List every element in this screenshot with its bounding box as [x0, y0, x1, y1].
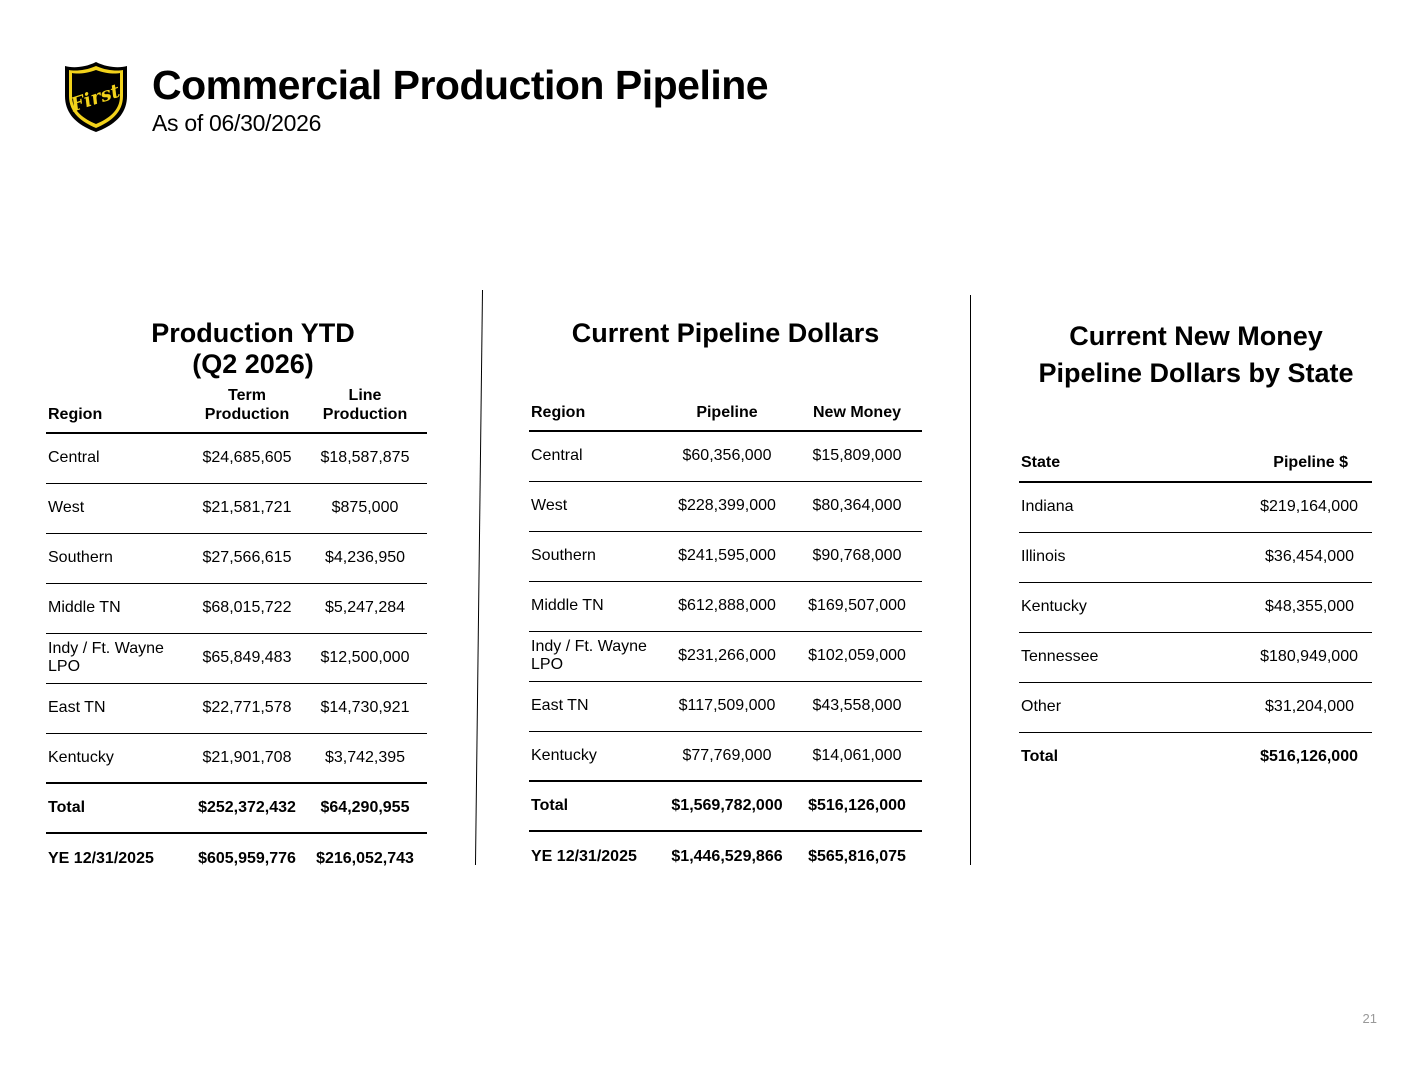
state-table: [1019, 434, 1372, 782]
table-row: [46, 683, 427, 733]
production-title: [48, 318, 458, 379]
page-subtitle: As of 06/30/2026: [152, 110, 322, 136]
table-row: [529, 681, 922, 731]
ye-term: $605,959,776: [198, 849, 296, 867]
col-region: Region: [46, 385, 191, 433]
region-cell: West: [529, 481, 662, 531]
pipeline-cell: $48,355,000: [1229, 582, 1372, 632]
table-row: [46, 583, 427, 633]
production-title-line2: (Q2 2026): [192, 348, 314, 379]
line-cell: $18,587,875: [303, 433, 427, 483]
region-cell: West: [46, 483, 191, 533]
state-cell: Indiana: [1019, 482, 1229, 532]
region-cell: [46, 633, 191, 683]
new-money-cell: $80,364,000: [792, 481, 922, 531]
table-row: [1019, 682, 1372, 732]
term-cell: $65,849,483: [191, 633, 303, 683]
ye-row: [46, 833, 427, 883]
col-pipeline: Pipeline: [662, 383, 792, 431]
region-line2: LPO: [531, 656, 564, 673]
pipeline-table: [529, 383, 922, 881]
total-new-money: $516,126,000: [792, 781, 922, 831]
col-new-money: New Money: [792, 383, 922, 431]
pipeline-title: Current Pipeline Dollars: [571, 318, 880, 348]
pipeline-cell: $228,399,000: [662, 481, 792, 531]
pipeline-cell: $180,949,000: [1229, 632, 1372, 682]
table-row: [529, 481, 922, 531]
table-row: [529, 631, 922, 681]
ye-pipeline: $1,446,529,866: [671, 847, 783, 865]
pipeline-cell: $36,454,000: [1229, 532, 1372, 582]
term-cell: $68,015,722: [191, 583, 303, 633]
ye-label: YE 12/31/2025: [531, 847, 637, 865]
state-title: [1010, 318, 1382, 391]
new-money-cell: $102,059,000: [792, 631, 922, 681]
pipeline-cell: $219,164,000: [1229, 482, 1372, 532]
term-cell: $27,566,615: [191, 533, 303, 583]
table-row: [46, 733, 427, 783]
production-header-row: [46, 385, 427, 433]
region-cell: [529, 631, 662, 681]
pipeline-cell: $241,595,000: [662, 531, 792, 581]
ye-row: [529, 831, 922, 881]
region-cell: Southern: [46, 533, 191, 583]
col-state: State: [1019, 434, 1229, 482]
table-row: [529, 731, 922, 781]
pipeline-cell: $231,266,000: [662, 631, 792, 681]
state-cell: Other: [1019, 682, 1229, 732]
pipeline-cell: $31,204,000: [1229, 682, 1372, 732]
col-term-production: [191, 385, 303, 433]
term-cell: $24,685,605: [191, 433, 303, 483]
total-row: [529, 781, 922, 831]
total-line: $64,290,955: [303, 783, 427, 833]
divider-left: [475, 290, 483, 865]
col-pipeline-dollars: Pipeline $: [1229, 434, 1372, 482]
line-cell: $4,236,950: [303, 533, 427, 583]
region-cell: Central: [46, 433, 191, 483]
col-line-line1: Line: [348, 387, 382, 405]
table-row: [46, 633, 427, 683]
divider-right: [970, 295, 971, 865]
col-term-line1: Term: [228, 387, 266, 405]
term-cell: $21,581,721: [191, 483, 303, 533]
total-label: Total: [529, 781, 662, 831]
production-title-line1: Production YTD: [151, 318, 355, 348]
pipeline-header-row: [529, 383, 922, 431]
pipeline-cell: $117,509,000: [662, 681, 792, 731]
table-row: [529, 431, 922, 481]
table-row: [1019, 482, 1372, 532]
ye-new-money: $565,816,075: [808, 847, 906, 865]
new-money-cell: $169,507,000: [792, 581, 922, 631]
line-cell: $3,742,395: [303, 733, 427, 783]
page-title: Commercial Production Pipeline: [152, 62, 769, 108]
region-line1: Indy / Ft. Wayne: [48, 639, 164, 657]
total-label: Total: [1021, 748, 1059, 766]
total-pipeline: $516,126,000: [1260, 748, 1358, 766]
table-row: [46, 433, 427, 483]
col-term-line2: Production: [204, 405, 290, 423]
state-header-row: [1019, 434, 1372, 482]
region-cell: Southern: [529, 531, 662, 581]
region-line2: LPO: [48, 658, 81, 675]
table-row: [46, 533, 427, 583]
region-cell: Central: [529, 431, 662, 481]
state-title-line1: Current New Money: [1069, 321, 1323, 351]
table-row: [1019, 532, 1372, 582]
col-line-line2: Production: [322, 405, 408, 423]
total-row: [46, 783, 427, 833]
state-cell: Tennessee: [1019, 632, 1229, 682]
logo-text: First: [68, 79, 123, 117]
term-cell: $21,901,708: [191, 733, 303, 783]
region-cell: Middle TN: [46, 583, 191, 633]
table-row: [1019, 632, 1372, 682]
page-number: 21: [1362, 1011, 1377, 1026]
region-line1: Indy / Ft. Wayne: [531, 637, 647, 655]
state-cell: Illinois: [1019, 532, 1229, 582]
pipeline-cell: $60,356,000: [662, 431, 792, 481]
pipeline-cell: $612,888,000: [662, 581, 792, 631]
line-cell: $875,000: [303, 483, 427, 533]
region-cell: Middle TN: [529, 581, 662, 631]
ye-line: $216,052,743: [316, 849, 414, 867]
new-money-cell: $14,061,000: [792, 731, 922, 781]
total-row: [1019, 732, 1372, 782]
line-cell: $12,500,000: [303, 633, 427, 683]
ye-label: YE 12/31/2025: [48, 849, 154, 867]
total-label: Total: [46, 783, 191, 833]
new-money-cell: $90,768,000: [792, 531, 922, 581]
region-cell: East TN: [529, 681, 662, 731]
production-table: [46, 385, 427, 883]
total-term: $252,372,432: [191, 783, 303, 833]
bank-logo: [62, 60, 130, 134]
table-row: [1019, 582, 1372, 632]
new-money-cell: $43,558,000: [792, 681, 922, 731]
table-row: [46, 483, 427, 533]
col-line-production: [303, 385, 427, 433]
table-row: [529, 581, 922, 631]
pipeline-cell: $77,769,000: [662, 731, 792, 781]
col-region: Region: [529, 383, 662, 431]
region-cell: Kentucky: [529, 731, 662, 781]
region-cell: East TN: [46, 683, 191, 733]
line-cell: $14,730,921: [303, 683, 427, 733]
line-cell: $5,247,284: [303, 583, 427, 633]
table-row: [529, 531, 922, 581]
state-cell: Kentucky: [1019, 582, 1229, 632]
total-pipeline: $1,569,782,000: [662, 781, 792, 831]
region-cell: Kentucky: [46, 733, 191, 783]
state-title-line2: Pipeline Dollars by State: [1038, 357, 1354, 388]
term-cell: $22,771,578: [191, 683, 303, 733]
new-money-cell: $15,809,000: [792, 431, 922, 481]
